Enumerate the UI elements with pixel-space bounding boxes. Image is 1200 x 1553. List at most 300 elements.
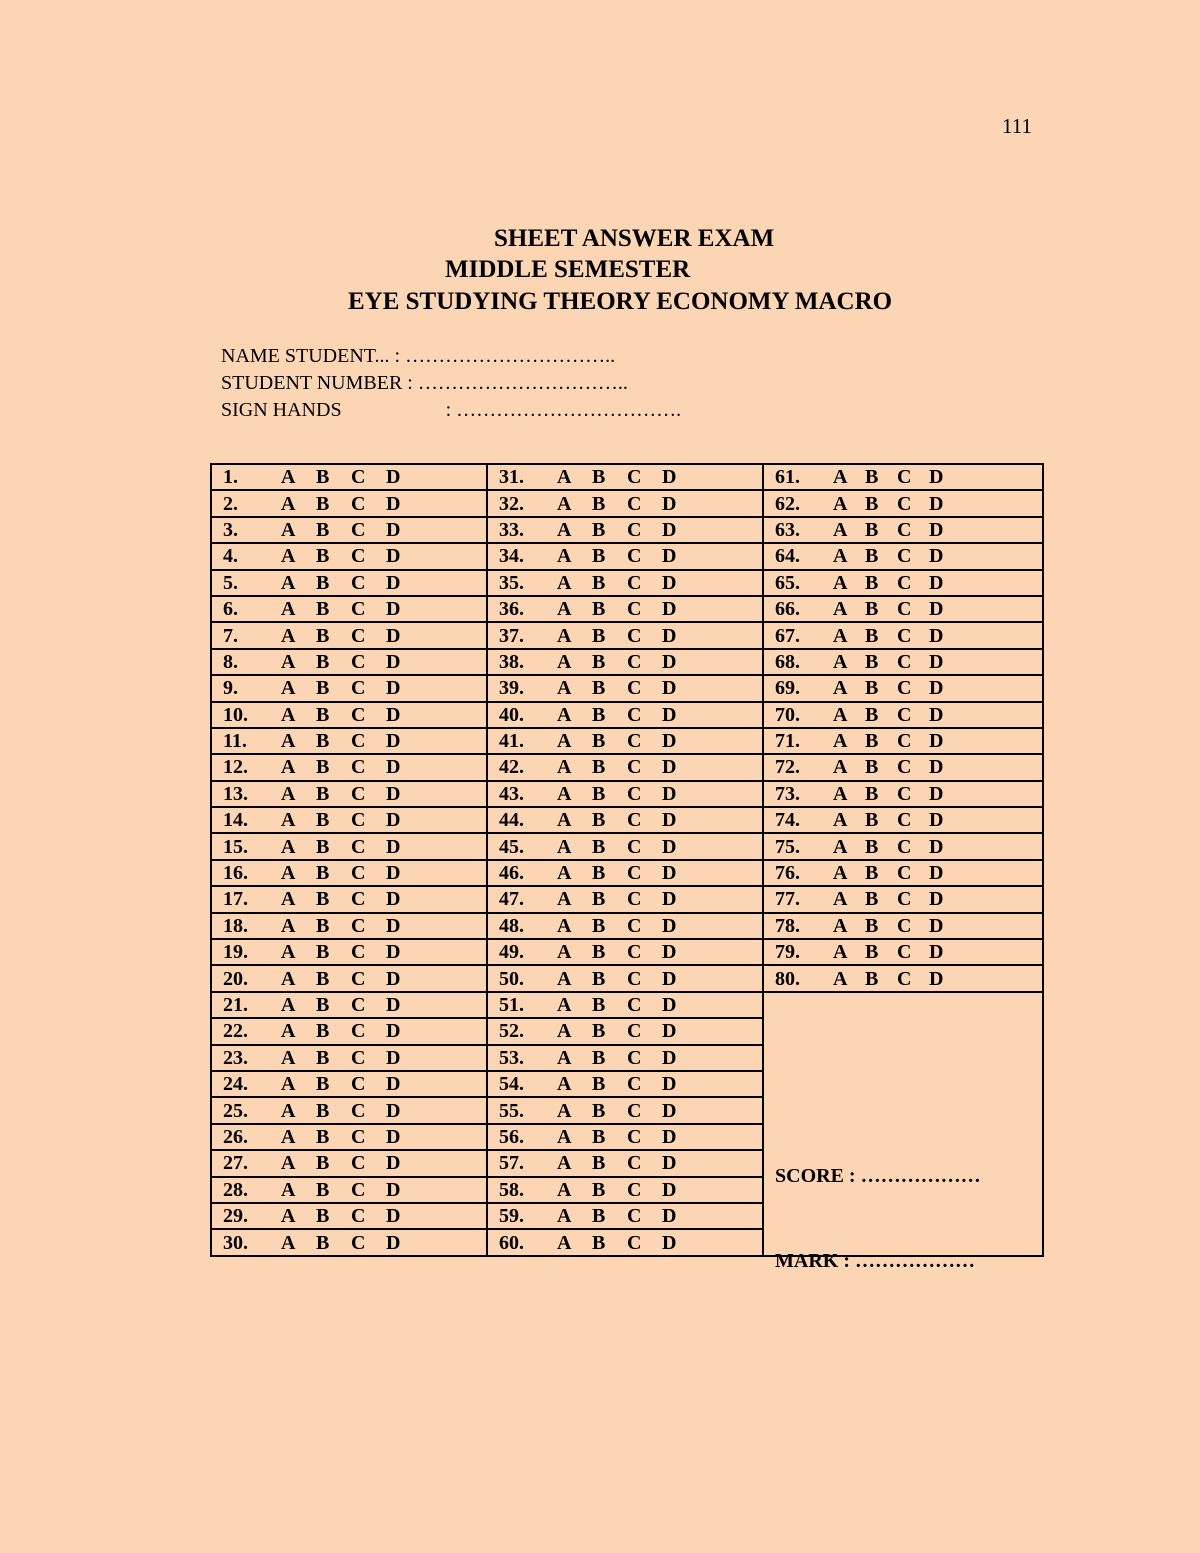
option-c[interactable]: C [351, 1046, 366, 1069]
option-d[interactable]: D [929, 730, 944, 753]
option-d[interactable]: D [929, 782, 944, 805]
option-b[interactable]: B [865, 782, 879, 805]
option-a[interactable]: A [833, 545, 848, 568]
option-d[interactable]: D [662, 624, 677, 647]
option-a[interactable]: A [833, 492, 848, 515]
option-a[interactable]: A [833, 756, 848, 779]
option-c[interactable]: C [897, 624, 912, 647]
option-a[interactable]: A [557, 677, 572, 700]
option-b[interactable]: B [316, 1205, 330, 1228]
option-d[interactable]: D [386, 1046, 401, 1069]
option-b[interactable]: B [865, 677, 879, 700]
option-d[interactable]: D [929, 650, 944, 673]
option-d[interactable]: D [386, 1231, 401, 1254]
option-d[interactable]: D [929, 809, 944, 832]
option-a[interactable]: A [833, 914, 848, 937]
option-a[interactable]: A [557, 598, 572, 621]
option-d[interactable]: D [386, 782, 401, 805]
option-b[interactable]: B [592, 492, 606, 515]
option-d[interactable]: D [662, 492, 677, 515]
option-d[interactable]: D [386, 1099, 401, 1122]
option-c[interactable]: C [351, 967, 366, 990]
option-b[interactable]: B [865, 624, 879, 647]
option-c[interactable]: C [351, 1205, 366, 1228]
option-a[interactable]: A [557, 492, 572, 515]
option-c[interactable]: C [351, 862, 366, 885]
option-b[interactable]: B [865, 650, 879, 673]
option-b[interactable]: B [592, 703, 606, 726]
option-c[interactable]: C [897, 571, 912, 594]
option-a[interactable]: A [557, 835, 572, 858]
option-d[interactable]: D [662, 1178, 677, 1201]
option-b[interactable]: B [316, 914, 330, 937]
option-c[interactable]: C [351, 518, 366, 541]
option-d[interactable]: D [386, 1152, 401, 1175]
option-c[interactable]: C [627, 1020, 642, 1043]
option-b[interactable]: B [592, 994, 606, 1016]
option-a[interactable]: A [833, 571, 848, 594]
option-c[interactable]: C [627, 835, 642, 858]
option-b[interactable]: B [865, 730, 879, 753]
option-a[interactable]: A [281, 730, 296, 753]
option-a[interactable]: A [557, 703, 572, 726]
option-c[interactable]: C [351, 914, 366, 937]
option-c[interactable]: C [627, 650, 642, 673]
option-a[interactable]: A [281, 466, 296, 489]
option-a[interactable]: A [281, 756, 296, 779]
option-d[interactable]: D [386, 1125, 401, 1148]
option-a[interactable]: A [557, 1125, 572, 1148]
option-d[interactable]: D [929, 571, 944, 594]
option-d[interactable]: D [929, 703, 944, 726]
option-a[interactable]: A [833, 835, 848, 858]
option-a[interactable]: A [557, 650, 572, 673]
option-a[interactable]: A [281, 598, 296, 621]
option-c[interactable]: C [351, 1020, 366, 1043]
option-a[interactable]: A [557, 782, 572, 805]
option-a[interactable]: A [557, 1152, 572, 1175]
option-a[interactable]: A [833, 967, 848, 990]
option-a[interactable]: A [281, 1178, 296, 1201]
option-a[interactable]: A [281, 624, 296, 647]
option-d[interactable]: D [386, 1073, 401, 1096]
option-c[interactable]: C [897, 703, 912, 726]
option-c[interactable]: C [627, 809, 642, 832]
option-b[interactable]: B [592, 677, 606, 700]
option-c[interactable]: C [351, 492, 366, 515]
option-d[interactable]: D [662, 650, 677, 673]
option-d[interactable]: D [386, 862, 401, 885]
score-field[interactable] [775, 1166, 981, 1186]
option-a[interactable]: A [281, 941, 296, 964]
option-c[interactable]: C [627, 994, 642, 1016]
option-d[interactable]: D [662, 466, 677, 489]
option-d[interactable]: D [929, 914, 944, 937]
option-c[interactable]: C [627, 782, 642, 805]
option-d[interactable]: D [386, 1020, 401, 1043]
option-a[interactable]: A [833, 466, 848, 489]
option-d[interactable]: D [386, 571, 401, 594]
option-b[interactable]: B [592, 809, 606, 832]
option-b[interactable]: B [316, 1125, 330, 1148]
option-b[interactable]: B [592, 835, 606, 858]
option-c[interactable]: C [897, 466, 912, 489]
option-b[interactable]: B [865, 888, 879, 911]
option-c[interactable]: C [627, 677, 642, 700]
option-c[interactable]: C [627, 598, 642, 621]
option-c[interactable]: C [627, 1073, 642, 1096]
option-a[interactable]: A [833, 888, 848, 911]
option-d[interactable]: D [929, 545, 944, 568]
option-b[interactable]: B [592, 1231, 606, 1254]
option-b[interactable]: B [316, 518, 330, 541]
option-d[interactable]: D [662, 1046, 677, 1069]
option-b[interactable]: B [865, 545, 879, 568]
option-a[interactable]: A [557, 545, 572, 568]
option-a[interactable]: A [281, 571, 296, 594]
option-c[interactable]: C [897, 888, 912, 911]
option-b[interactable]: B [316, 809, 330, 832]
option-a[interactable]: A [281, 677, 296, 700]
option-b[interactable]: B [316, 967, 330, 990]
option-a[interactable]: A [281, 492, 296, 515]
option-b[interactable]: B [316, 730, 330, 753]
option-d[interactable]: D [929, 756, 944, 779]
option-d[interactable]: D [662, 730, 677, 753]
option-c[interactable]: C [351, 756, 366, 779]
option-d[interactable]: D [386, 835, 401, 858]
option-c[interactable]: C [627, 1046, 642, 1069]
option-c[interactable]: C [627, 756, 642, 779]
option-c[interactable]: C [351, 545, 366, 568]
option-b[interactable]: B [316, 1046, 330, 1069]
option-b[interactable]: B [592, 1152, 606, 1175]
option-b[interactable]: B [316, 466, 330, 489]
option-c[interactable]: C [897, 492, 912, 515]
option-c[interactable]: C [627, 1178, 642, 1201]
option-a[interactable]: A [281, 703, 296, 726]
option-d[interactable]: D [929, 677, 944, 700]
option-c[interactable]: C [351, 809, 366, 832]
option-d[interactable]: D [662, 518, 677, 541]
option-d[interactable]: D [662, 703, 677, 726]
option-a[interactable]: A [557, 914, 572, 937]
option-a[interactable]: A [281, 1231, 296, 1254]
option-c[interactable]: C [897, 518, 912, 541]
option-b[interactable]: B [592, 888, 606, 911]
option-b[interactable]: B [316, 835, 330, 858]
option-b[interactable]: B [316, 888, 330, 911]
option-a[interactable]: A [833, 677, 848, 700]
option-d[interactable]: D [662, 756, 677, 779]
option-b[interactable]: B [316, 862, 330, 885]
option-d[interactable]: D [386, 730, 401, 753]
option-b[interactable]: B [592, 1125, 606, 1148]
option-c[interactable]: C [627, 1125, 642, 1148]
option-c[interactable]: C [627, 888, 642, 911]
option-c[interactable]: C [351, 1099, 366, 1122]
option-b[interactable]: B [316, 1073, 330, 1096]
option-d[interactable]: D [386, 650, 401, 673]
option-b[interactable]: B [592, 730, 606, 753]
option-a[interactable]: A [557, 1231, 572, 1254]
option-d[interactable]: D [662, 571, 677, 594]
option-c[interactable]: C [627, 967, 642, 990]
option-a[interactable]: A [833, 624, 848, 647]
option-c[interactable]: C [627, 545, 642, 568]
option-b[interactable]: B [865, 914, 879, 937]
option-a[interactable]: A [557, 1073, 572, 1096]
option-d[interactable]: D [386, 545, 401, 568]
option-d[interactable]: D [929, 598, 944, 621]
option-a[interactable]: A [281, 782, 296, 805]
option-a[interactable]: A [281, 1099, 296, 1122]
option-a[interactable]: A [281, 994, 296, 1016]
student-name-field[interactable] [221, 343, 615, 369]
option-b[interactable]: B [592, 1073, 606, 1096]
option-a[interactable]: A [281, 518, 296, 541]
option-d[interactable]: D [386, 941, 401, 964]
option-d[interactable]: D [929, 492, 944, 515]
option-b[interactable]: B [865, 862, 879, 885]
option-b[interactable]: B [592, 1205, 606, 1228]
option-b[interactable]: B [592, 1099, 606, 1122]
option-c[interactable]: C [627, 1205, 642, 1228]
option-b[interactable]: B [316, 1020, 330, 1043]
option-a[interactable]: A [833, 782, 848, 805]
option-b[interactable]: B [592, 862, 606, 885]
option-a[interactable]: A [281, 835, 296, 858]
option-d[interactable]: D [386, 466, 401, 489]
option-d[interactable]: D [386, 1205, 401, 1228]
option-c[interactable]: C [627, 914, 642, 937]
option-d[interactable]: D [929, 518, 944, 541]
option-a[interactable]: A [557, 941, 572, 964]
option-b[interactable]: B [592, 624, 606, 647]
signature-field[interactable] [221, 397, 681, 423]
option-c[interactable]: C [351, 1231, 366, 1254]
option-b[interactable]: B [865, 571, 879, 594]
option-d[interactable]: D [929, 835, 944, 858]
option-c[interactable]: C [897, 598, 912, 621]
option-b[interactable]: B [865, 466, 879, 489]
option-c[interactable]: C [627, 1152, 642, 1175]
option-d[interactable]: D [386, 598, 401, 621]
option-c[interactable]: C [351, 598, 366, 621]
option-d[interactable]: D [386, 809, 401, 832]
option-a[interactable]: A [833, 809, 848, 832]
option-a[interactable]: A [281, 545, 296, 568]
option-d[interactable]: D [662, 1125, 677, 1148]
option-b[interactable]: B [316, 1152, 330, 1175]
option-b[interactable]: B [316, 703, 330, 726]
option-a[interactable]: A [281, 914, 296, 937]
option-d[interactable]: D [386, 967, 401, 990]
option-b[interactable]: B [865, 598, 879, 621]
mark-field[interactable] [775, 1251, 975, 1271]
option-a[interactable]: A [557, 888, 572, 911]
option-d[interactable]: D [386, 518, 401, 541]
option-d[interactable]: D [662, 941, 677, 964]
option-c[interactable]: C [897, 545, 912, 568]
option-a[interactable]: A [833, 518, 848, 541]
option-d[interactable]: D [662, 598, 677, 621]
option-b[interactable]: B [316, 492, 330, 515]
option-b[interactable]: B [316, 598, 330, 621]
option-a[interactable]: A [557, 466, 572, 489]
option-d[interactable]: D [662, 914, 677, 937]
option-d[interactable]: D [386, 1178, 401, 1201]
option-a[interactable]: A [833, 598, 848, 621]
option-b[interactable]: B [316, 624, 330, 647]
option-c[interactable]: C [351, 624, 366, 647]
option-b[interactable]: B [865, 756, 879, 779]
option-b[interactable]: B [865, 967, 879, 990]
option-c[interactable]: C [627, 571, 642, 594]
option-c[interactable]: C [627, 466, 642, 489]
option-b[interactable]: B [316, 545, 330, 568]
option-c[interactable]: C [897, 782, 912, 805]
option-d[interactable]: D [929, 888, 944, 911]
option-a[interactable]: A [833, 730, 848, 753]
option-c[interactable]: C [351, 730, 366, 753]
option-d[interactable]: D [662, 809, 677, 832]
option-c[interactable]: C [627, 518, 642, 541]
option-d[interactable]: D [929, 466, 944, 489]
option-c[interactable]: C [351, 650, 366, 673]
option-b[interactable]: B [592, 914, 606, 937]
option-b[interactable]: B [592, 598, 606, 621]
option-b[interactable]: B [592, 941, 606, 964]
option-a[interactable]: A [557, 756, 572, 779]
option-c[interactable]: C [351, 835, 366, 858]
option-d[interactable]: D [662, 782, 677, 805]
option-c[interactable]: C [897, 650, 912, 673]
option-b[interactable]: B [592, 518, 606, 541]
option-c[interactable]: C [351, 888, 366, 911]
option-b[interactable]: B [316, 677, 330, 700]
option-a[interactable]: A [557, 1046, 572, 1069]
option-a[interactable]: A [557, 809, 572, 832]
option-d[interactable]: D [386, 677, 401, 700]
option-c[interactable]: C [897, 730, 912, 753]
option-c[interactable]: C [351, 941, 366, 964]
option-d[interactable]: D [929, 624, 944, 647]
option-d[interactable]: D [929, 967, 944, 990]
option-c[interactable]: C [627, 730, 642, 753]
option-c[interactable]: C [351, 677, 366, 700]
option-b[interactable]: B [316, 941, 330, 964]
option-a[interactable]: A [557, 571, 572, 594]
option-b[interactable]: B [316, 1231, 330, 1254]
option-b[interactable]: B [865, 835, 879, 858]
option-a[interactable]: A [281, 1073, 296, 1096]
option-d[interactable]: D [386, 703, 401, 726]
option-c[interactable]: C [627, 862, 642, 885]
option-b[interactable]: B [592, 967, 606, 990]
option-c[interactable]: C [627, 624, 642, 647]
option-b[interactable]: B [592, 1046, 606, 1069]
option-b[interactable]: B [592, 466, 606, 489]
option-c[interactable]: C [627, 1099, 642, 1122]
option-c[interactable]: C [897, 967, 912, 990]
option-c[interactable]: C [897, 809, 912, 832]
option-d[interactable]: D [662, 1205, 677, 1228]
option-d[interactable]: D [386, 492, 401, 515]
option-c[interactable]: C [627, 703, 642, 726]
option-c[interactable]: C [351, 571, 366, 594]
option-c[interactable]: C [351, 1073, 366, 1096]
option-b[interactable]: B [592, 650, 606, 673]
option-d[interactable]: D [662, 677, 677, 700]
option-b[interactable]: B [316, 1099, 330, 1122]
option-d[interactable]: D [662, 1073, 677, 1096]
option-a[interactable]: A [557, 1099, 572, 1122]
option-a[interactable]: A [281, 862, 296, 885]
option-a[interactable]: A [281, 1046, 296, 1069]
option-a[interactable]: A [833, 650, 848, 673]
option-a[interactable]: A [557, 862, 572, 885]
option-c[interactable]: C [897, 862, 912, 885]
option-c[interactable]: C [897, 835, 912, 858]
option-c[interactable]: C [627, 1231, 642, 1254]
option-a[interactable]: A [557, 994, 572, 1016]
option-b[interactable]: B [865, 518, 879, 541]
option-a[interactable]: A [833, 703, 848, 726]
option-d[interactable]: D [662, 862, 677, 885]
option-d[interactable]: D [662, 888, 677, 911]
option-d[interactable]: D [386, 994, 401, 1016]
option-a[interactable]: A [833, 862, 848, 885]
option-b[interactable]: B [592, 571, 606, 594]
option-d[interactable]: D [662, 1152, 677, 1175]
option-a[interactable]: A [557, 1178, 572, 1201]
option-d[interactable]: D [662, 1020, 677, 1043]
option-d[interactable]: D [662, 967, 677, 990]
option-c[interactable]: C [627, 941, 642, 964]
option-a[interactable]: A [281, 1020, 296, 1043]
option-c[interactable]: C [897, 941, 912, 964]
option-a[interactable]: A [557, 624, 572, 647]
option-b[interactable]: B [592, 1178, 606, 1201]
option-c[interactable]: C [351, 466, 366, 489]
option-b[interactable]: B [592, 756, 606, 779]
option-d[interactable]: D [386, 624, 401, 647]
option-b[interactable]: B [316, 650, 330, 673]
option-d[interactable]: D [662, 835, 677, 858]
option-a[interactable]: A [281, 809, 296, 832]
option-c[interactable]: C [351, 994, 366, 1016]
option-d[interactable]: D [662, 1231, 677, 1254]
option-d[interactable]: D [929, 862, 944, 885]
option-a[interactable]: A [281, 967, 296, 990]
option-b[interactable]: B [865, 809, 879, 832]
option-b[interactable]: B [865, 703, 879, 726]
option-b[interactable]: B [316, 782, 330, 805]
option-d[interactable]: D [386, 756, 401, 779]
option-b[interactable]: B [865, 492, 879, 515]
option-d[interactable]: D [386, 914, 401, 937]
option-b[interactable]: B [316, 994, 330, 1016]
option-a[interactable]: A [557, 518, 572, 541]
option-a[interactable]: A [281, 888, 296, 911]
option-c[interactable]: C [351, 782, 366, 805]
option-c[interactable]: C [897, 914, 912, 937]
option-c[interactable]: C [351, 1178, 366, 1201]
option-c[interactable]: C [351, 1125, 366, 1148]
option-c[interactable]: C [351, 1152, 366, 1175]
option-a[interactable]: A [281, 1125, 296, 1148]
